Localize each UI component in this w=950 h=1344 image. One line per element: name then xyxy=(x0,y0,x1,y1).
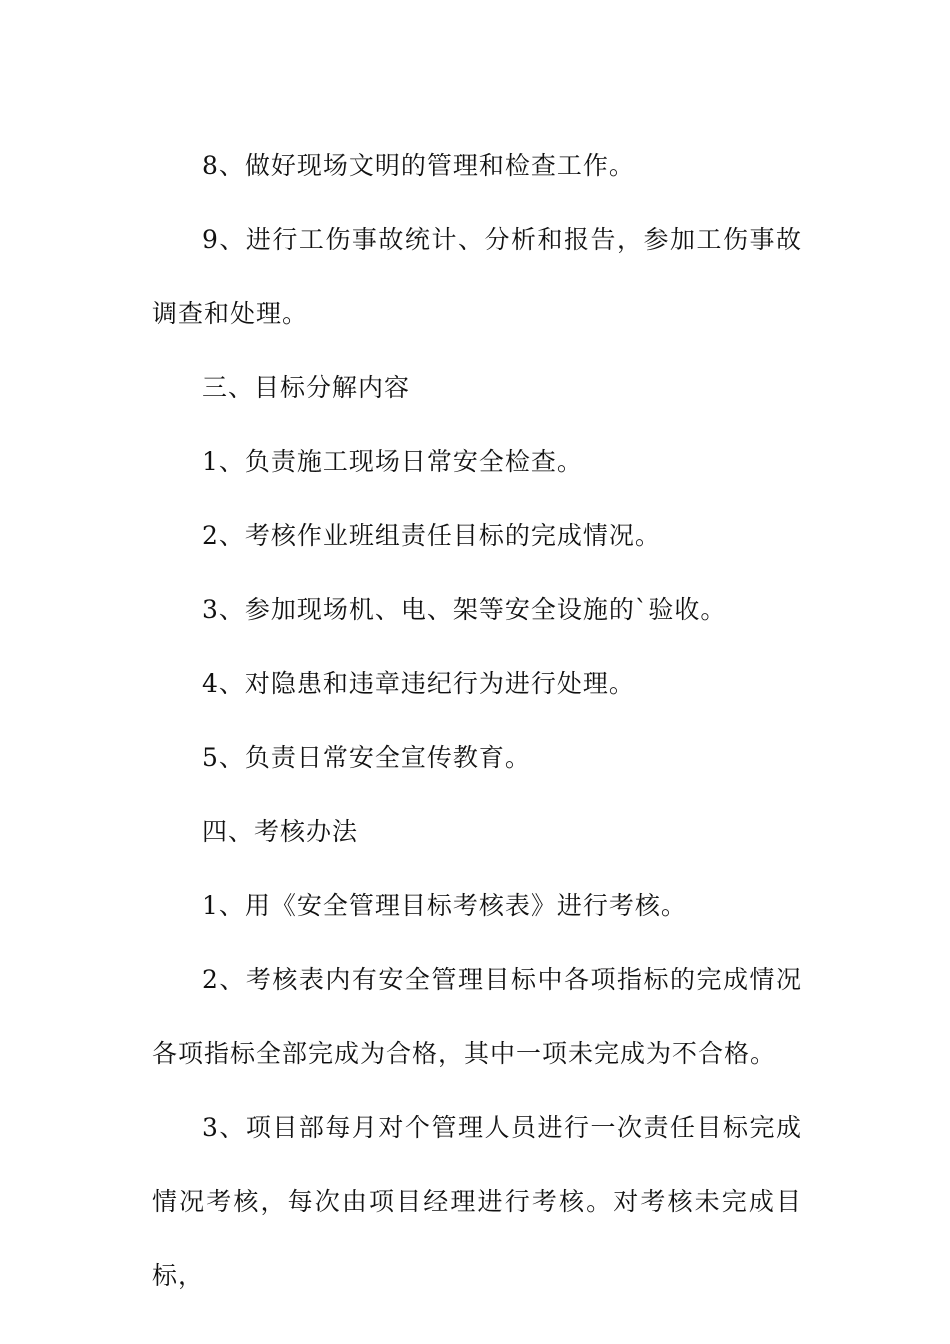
paragraph-item-9: 9、进行工伤事故统计、分析和报告，参加工伤事故调查和处理。 xyxy=(152,225,802,328)
paragraph-assessment-3: 3、项目部每月对个管理人员进行一次责任目标完成情况考核，每次由项目经理进行考核。对考核未完成目标， xyxy=(152,1113,802,1290)
section-heading-4: 四、考核办法 xyxy=(202,817,359,846)
document-body xyxy=(152,129,802,1313)
paragraph-target-2: 2、考核作业班组责任目标的完成情况。 xyxy=(202,521,661,550)
section-heading-3: 三、目标分解内容 xyxy=(202,373,411,402)
paragraph-target-5: 5、负责日常安全宣传教育。 xyxy=(202,743,531,772)
paragraph-item-8: 8、做好现场文明的管理和检查工作。 xyxy=(202,151,635,180)
paragraph-target-1: 1、负责施工现场日常安全检查。 xyxy=(202,447,583,476)
paragraph-target-4: 4、对隐患和违章违纪行为进行处理。 xyxy=(202,669,635,698)
paragraph-assessment-1: 1、用《安全管理目标考核表》进行考核。 xyxy=(202,891,687,920)
paragraph-assessment-2: 2、考核表内有安全管理目标中各项指标的完成情况各项指标全部完成为合格，其中一项未完成为不合格。 xyxy=(152,965,802,1068)
paragraph-target-3: 3、参加现场机、电、架等安全设施的`验收。 xyxy=(202,595,727,624)
